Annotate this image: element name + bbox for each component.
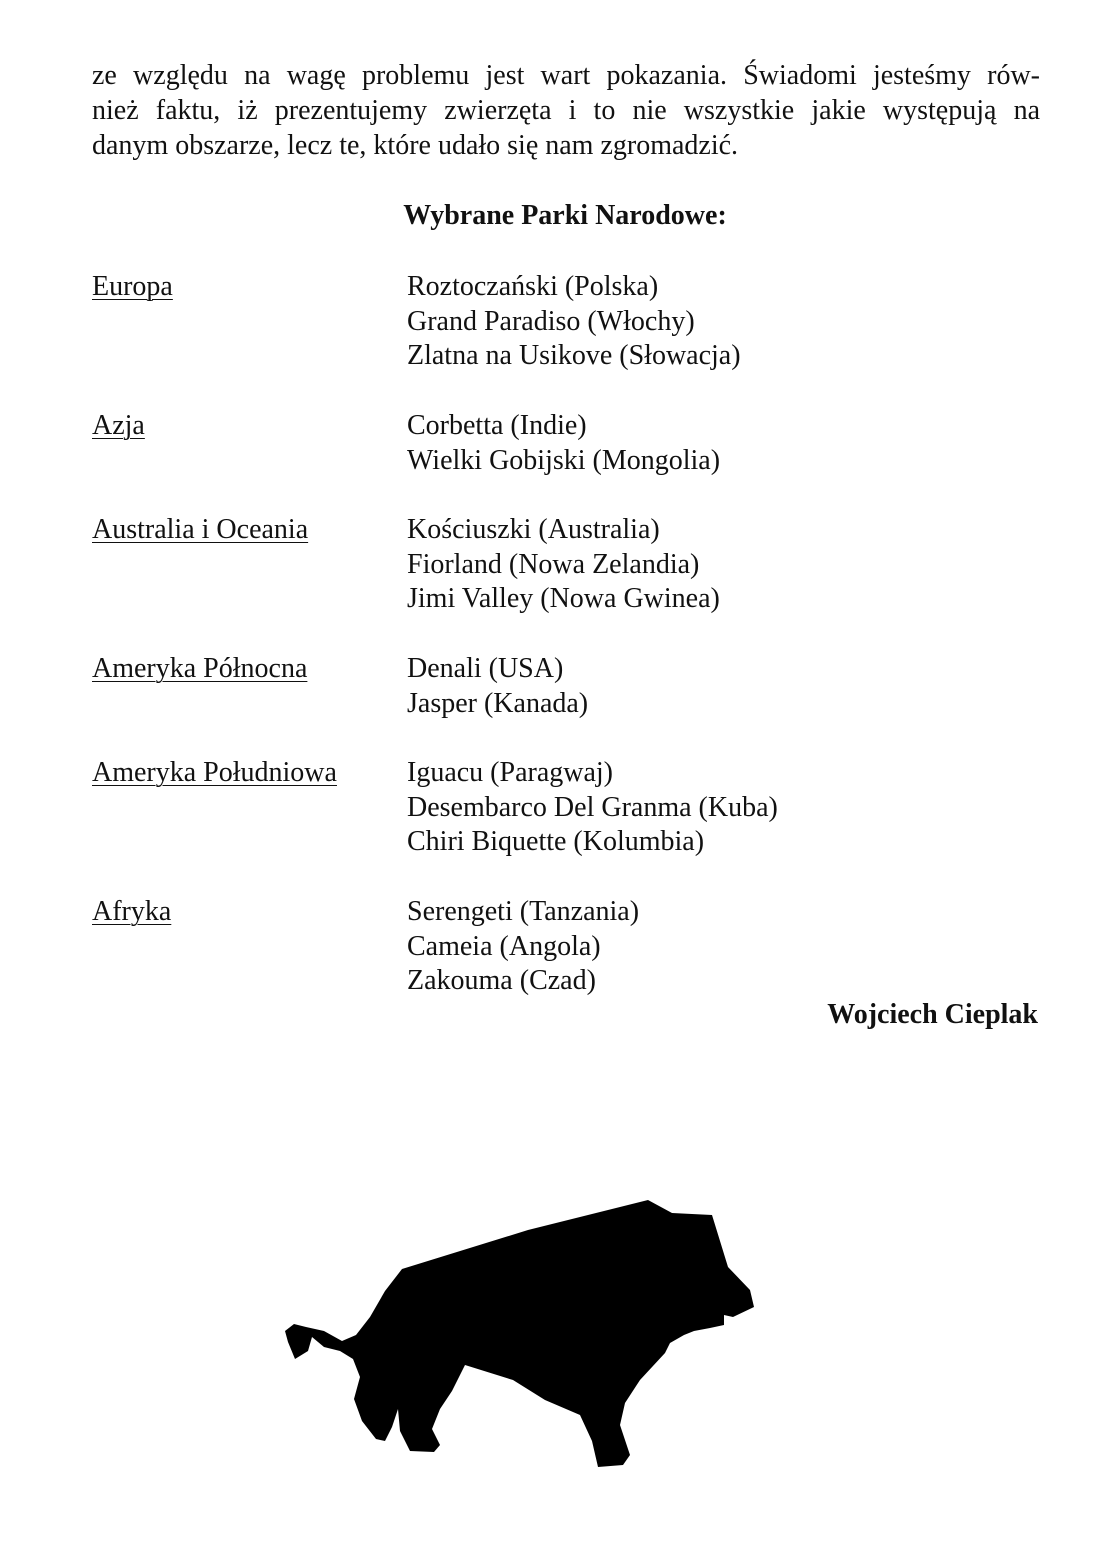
- park-item: Serengeti (Tanzania): [407, 896, 640, 927]
- lion-silhouette-icon: [280, 1195, 760, 1485]
- park-item: Cameia (Angola): [407, 930, 601, 962]
- region-name: Ameryka Północna: [92, 653, 308, 684]
- intro-line: danym obszarze, lecz te, które udało się nam zgromadzić.: [92, 130, 739, 161]
- park-item: Iguacu (Paragwaj): [407, 757, 614, 788]
- region-name: Ameryka Południowa: [92, 757, 337, 788]
- lion-shape: [285, 1200, 754, 1467]
- park-item: Zakouma (Czad): [407, 965, 596, 997]
- intro-line: nież faktu, iż prezentujemy zwierzęta i to nie wszystkie jakie występują na: [92, 95, 1040, 126]
- park-item: Chiri Biquette (Kolumbia): [407, 826, 705, 858]
- author-signature: Wojciech Cieplak: [827, 999, 1038, 1030]
- park-item: Fiorland (Nowa Zelandia): [407, 548, 700, 580]
- park-item: Kościuszki (Australia): [407, 514, 660, 545]
- park-list: [407, 652, 588, 721]
- park-item: Grand Paradiso (Włochy): [407, 305, 695, 337]
- park-list: [407, 895, 639, 999]
- region-name: Afryka: [92, 896, 172, 927]
- park-list: [407, 513, 720, 617]
- park-item: Jasper (Kanada): [407, 687, 589, 719]
- park-item: Desembarco Del Granma (Kuba): [407, 791, 778, 823]
- park-item: Denali (USA): [407, 653, 564, 684]
- section-heading: Wybrane Parki Narodowe:: [403, 200, 727, 231]
- park-item: Wielki Gobijski (Mongolia): [407, 444, 721, 476]
- intro-line: ze względu na wagę problemu jest wart pokazania. Świadomi jesteśmy rów-: [92, 60, 1040, 91]
- park-item: Zlatna na Usikove (Słowacja): [407, 340, 741, 372]
- intro-paragraph: [92, 58, 1040, 163]
- park-list: [407, 409, 720, 478]
- park-item: Jimi Valley (Nowa Gwinea): [407, 583, 720, 615]
- park-list: [407, 756, 778, 860]
- region-name: Australia i Oceania: [92, 514, 309, 545]
- park-item: Corbetta (Indie): [407, 410, 587, 441]
- region-name: Azja: [92, 410, 145, 441]
- region-name: Europa: [92, 271, 173, 302]
- park-list: [407, 270, 741, 374]
- park-item: Roztoczański (Polska): [407, 271, 659, 302]
